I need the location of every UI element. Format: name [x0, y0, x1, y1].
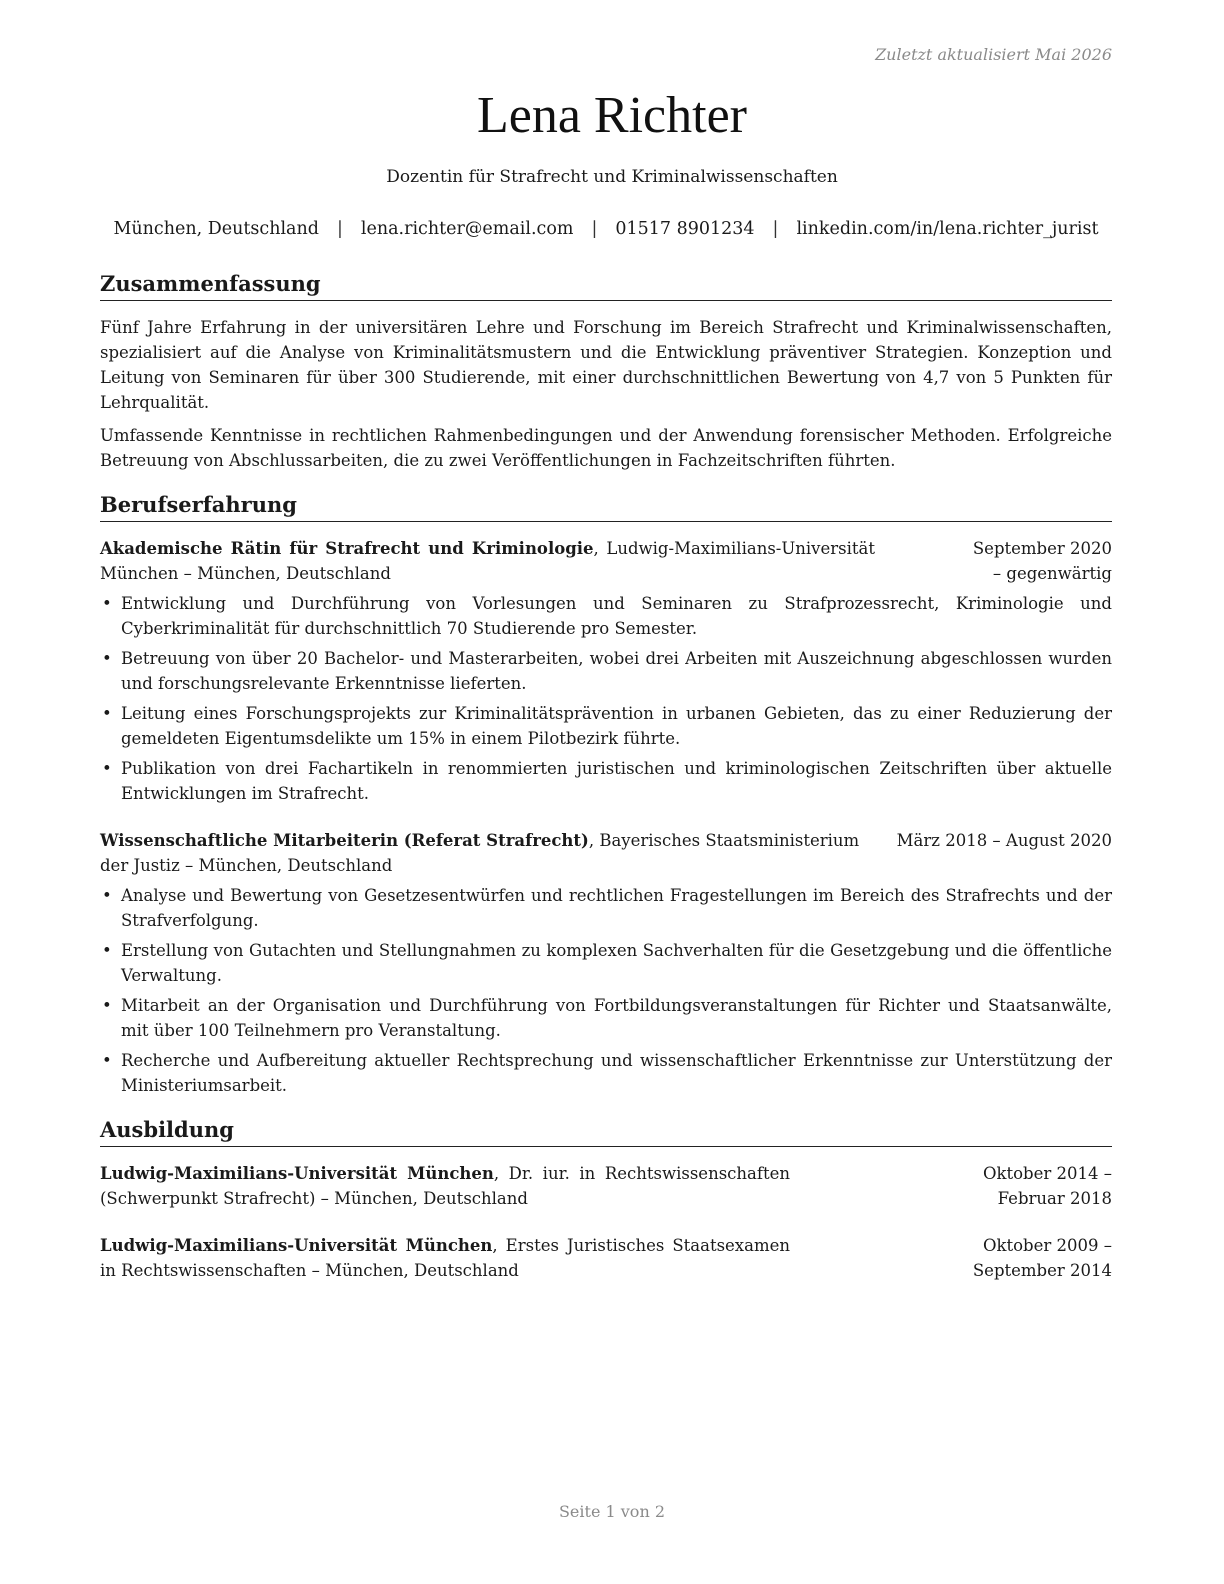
entry-school-degree [100, 1233, 790, 1283]
section-title-summary: Zusammenfassung [100, 270, 1112, 301]
entry-role-org [100, 828, 887, 878]
section-title-experience: Berufserfahrung [100, 491, 1112, 522]
education-entry [100, 1233, 1112, 1283]
contact-location: München, Deutschland [113, 219, 319, 239]
entry-header [100, 828, 1112, 878]
contact-separator: | [336, 219, 343, 239]
list-item: • Erstellung von Gutachten und Stellungnahmen zu komplexen Sachverhalten für die Gesetzgebung und die öffentliche Verwaltung. [100, 938, 1112, 988]
entry-role: Wissenschaftliche Mitarbeiterin (Referat Strafrecht) [100, 831, 589, 850]
education-section [100, 1116, 1112, 1283]
list-item: • Analyse und Bewertung von Gesetzesentwürfen und rechtlichen Fragestellungen im Bereich des Strafrechts und der Strafverfolgung. [100, 883, 1112, 933]
list-item: • Leitung eines Forschungsprojekts zur Kriminalitätsprävention in urbanen Gebieten, das zu einer Reduzierung der gemeldeten Eigentumsdelikte um 15% in einem Pilotbezirk führte. [100, 701, 1112, 751]
resume-body [100, 270, 1112, 1301]
contact-line [100, 219, 1112, 239]
entry-bullets [100, 591, 1112, 806]
list-item: • Recherche und Aufbereitung aktueller Rechtsprechung und wissenschaftlicher Erkenntnisse zur Unterstützung der Ministeriumsarbeit. [100, 1048, 1112, 1098]
experience-entry [100, 536, 1112, 806]
list-item: • Betreuung von über 20 Bachelor- und Masterarbeiten, wobei drei Arbeiten mit Auszeichnung abgeschlossen wurden und forschungsrelevante Erkenntnisse lieferten. [100, 646, 1112, 696]
entry-bullets [100, 883, 1112, 1098]
person-name: Lena Richter [477, 87, 747, 144]
last-updated: Zuletzt aktualisiert Mai 2026 [875, 45, 1112, 64]
list-item: • Publikation von drei Fachartikeln in renommierten juristischen und kriminologischen Zeitschriften über aktuelle Entwicklungen im Strafrecht. [100, 756, 1112, 806]
education-entry [100, 1161, 1112, 1211]
entry-dates: Oktober 2009 – September 2014 [972, 1236, 1112, 1280]
entry-org: , Bayerisches Staatsministerium der Justiz – München, Deutschland [100, 831, 860, 875]
contact-email[interactable]: lena.richter@email.com [360, 219, 574, 239]
entry-school: Ludwig-Maximilians-Universität München [100, 1236, 493, 1255]
entry-org: , Ludwig-Maximilians-Universität München – München, Deutschland [100, 539, 875, 583]
entry-dates: Oktober 2014 – Februar 2018 [982, 1164, 1112, 1208]
entry-header [100, 1161, 1112, 1211]
list-item: • Mitarbeit an der Organisation und Durchführung von Fortbildungsveranstaltungen für Richter und Staatsanwälte, mit über 100 Teilnehmern pro Veranstaltung. [100, 993, 1112, 1043]
entry-role: Akademische Rätin für Strafrecht und Kriminologie [100, 539, 594, 558]
entry-school: Ludwig-Maximilians-Universität München [100, 1164, 494, 1183]
entry-school-degree [100, 1161, 790, 1211]
section-title-education: Ausbildung [100, 1116, 1112, 1147]
entry-dates: September 2020 – gegenwärtig [972, 539, 1112, 583]
entry-degree: , Erstes Juristisches Staatsexamen in Rechtswissenschaften – München, Deutschland [100, 1236, 790, 1280]
contact-separator: | [772, 219, 779, 239]
headline: Dozentin für Strafrecht und Kriminalwissenschaften [386, 167, 838, 187]
summary-paragraph: Umfassende Kenntnisse in rechtlichen Rahmenbedingungen und der Anwendung forensischer Methoden. Erfolgreiche Betreuung von Abschlussarbeiten, die zu zwei Veröffentlichungen in Fachzeitschriften führten. [100, 426, 1112, 470]
contact-phone[interactable]: 01517 8901234 [615, 219, 755, 239]
entry-header [100, 1233, 1112, 1283]
experience-section [100, 491, 1112, 1098]
summary-paragraph: Fünf Jahre Erfahrung in der universitären Lehre und Forschung im Bereich Strafrecht und Kriminalwissenschaften, spezialisiert auf die Analyse von Kriminalitätsmustern und die Entwicklung präventiver Strategien. Konzeption und Leitung von Seminaren für über 300 Studierende, mit einer durchschnittlichen Bewertung von 4,7 von 5 Punkten für Lehrqualität. [100, 318, 1112, 412]
entry-degree: , Dr. iur. in Rechtswissenschaften (Schwerpunkt Strafrecht) – München, Deutschland [100, 1164, 790, 1208]
entry-header [100, 536, 1112, 586]
summary-section [100, 270, 1112, 473]
contact-linkedin[interactable]: linkedin.com/in/lena.richter_jurist [796, 219, 1099, 239]
entry-role-org [100, 536, 875, 586]
page-number: Seite 1 von 2 [558, 1502, 666, 1521]
contact-separator: | [591, 219, 598, 239]
list-item: • Entwicklung und Durchführung von Vorlesungen und Seminaren zu Strafprozessrecht, Kriminologie und Cyberkriminalität für durchschnittlich 70 Studierende pro Semester. [100, 591, 1112, 641]
entry-dates: März 2018 – August 2020 [896, 831, 1112, 850]
experience-entry [100, 828, 1112, 1098]
